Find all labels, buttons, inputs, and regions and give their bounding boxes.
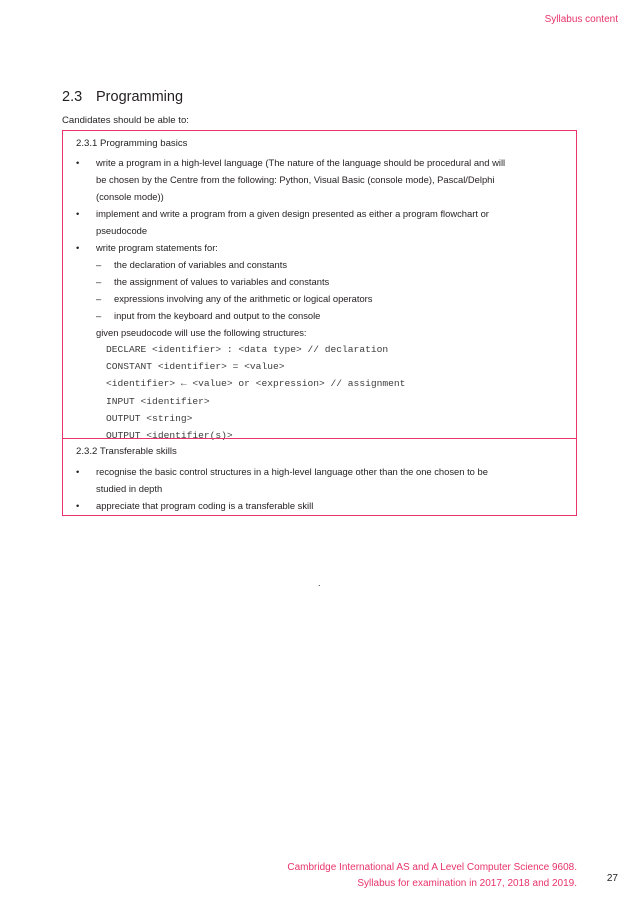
footer-course-title: Cambridge International AS and A Level Computer Science 9608. (287, 862, 577, 873)
stray-mark: . (318, 578, 321, 588)
bullet-icon: • (76, 500, 80, 511)
dash-icon: – (96, 259, 102, 270)
page-number: 27 (606, 873, 618, 884)
list-item-text: implement and write a program from a given design presented as either a program flowchart or (96, 208, 489, 219)
list-item-text: write program statements for: (96, 242, 218, 253)
sub-list-item (76, 290, 566, 307)
list-item (76, 154, 566, 205)
sub-list-item-text: the assignment of values to variables and constants (114, 276, 330, 287)
list-item (76, 205, 566, 239)
bullet-icon: • (76, 466, 80, 477)
list-item-text: (console mode)) (96, 191, 164, 202)
dash-icon: – (96, 276, 102, 287)
list-item-text: recognise the basic control structures in a high-level language other than the one chosen to be (96, 466, 488, 477)
subsection-heading: 2.3.1 Programming basics (76, 138, 188, 149)
code-line: CONSTANT <identifier> = <value> (106, 361, 285, 373)
code-line: OUTPUT <identifier(s)> (106, 430, 233, 442)
running-header: Syllabus content (544, 14, 618, 25)
footer-exam-years: Syllabus for examination in 2017, 2018 and 2019. (357, 878, 577, 889)
section-intro: Candidates should be able to: (62, 115, 189, 126)
list-item-text: studied in depth (96, 483, 163, 494)
bullet-icon: • (76, 242, 80, 253)
programming-basics-list (76, 154, 566, 444)
list-item-text: pseudocode (96, 225, 148, 236)
section-heading (62, 89, 183, 105)
list-item-text: appreciate that program coding is a transferable skill (96, 500, 314, 511)
transferable-skills-list (76, 463, 566, 514)
list-item-text: be chosen by the Centre from the following: Python, Visual Basic (console mode), Pascal/Delphi (96, 174, 495, 185)
list-item (76, 463, 566, 497)
dash-icon: – (96, 293, 102, 304)
bullet-icon: • (76, 157, 80, 168)
list-item (76, 497, 566, 514)
sub-list-item-text: expressions involving any of the arithmetic or logical operators (114, 293, 373, 304)
code-line: DECLARE <identifier> : <data type> // declaration (106, 344, 389, 355)
sub-list-item (76, 273, 566, 290)
code-line: <identifier> ← <value> or <expression> // assignment (106, 378, 406, 390)
sub-list-item (76, 256, 566, 273)
bullet-icon: • (76, 208, 80, 219)
transferable-skills-box (62, 438, 577, 516)
subsection-heading: 2.3.2 Transferable skills (76, 446, 177, 457)
programming-basics-box (62, 130, 577, 442)
pseudocode-intro: given pseudocode will use the following structures: (96, 327, 307, 338)
code-line: INPUT <identifier> (106, 395, 210, 407)
section-number: 2.3 (62, 89, 83, 105)
section-title: Programming (96, 89, 184, 105)
code-line: OUTPUT <string> (106, 412, 193, 424)
sub-list-item (76, 307, 566, 324)
dash-icon: – (96, 310, 102, 321)
list-item (76, 239, 566, 256)
list-item-text: write a program in a high-level language (The nature of the language should be procedural and will (96, 157, 506, 168)
pseudocode-block (76, 341, 566, 444)
sub-list-item-text: input from the keyboard and output to the console (114, 310, 321, 321)
sub-list-item-text: the declaration of variables and constants (114, 259, 288, 270)
